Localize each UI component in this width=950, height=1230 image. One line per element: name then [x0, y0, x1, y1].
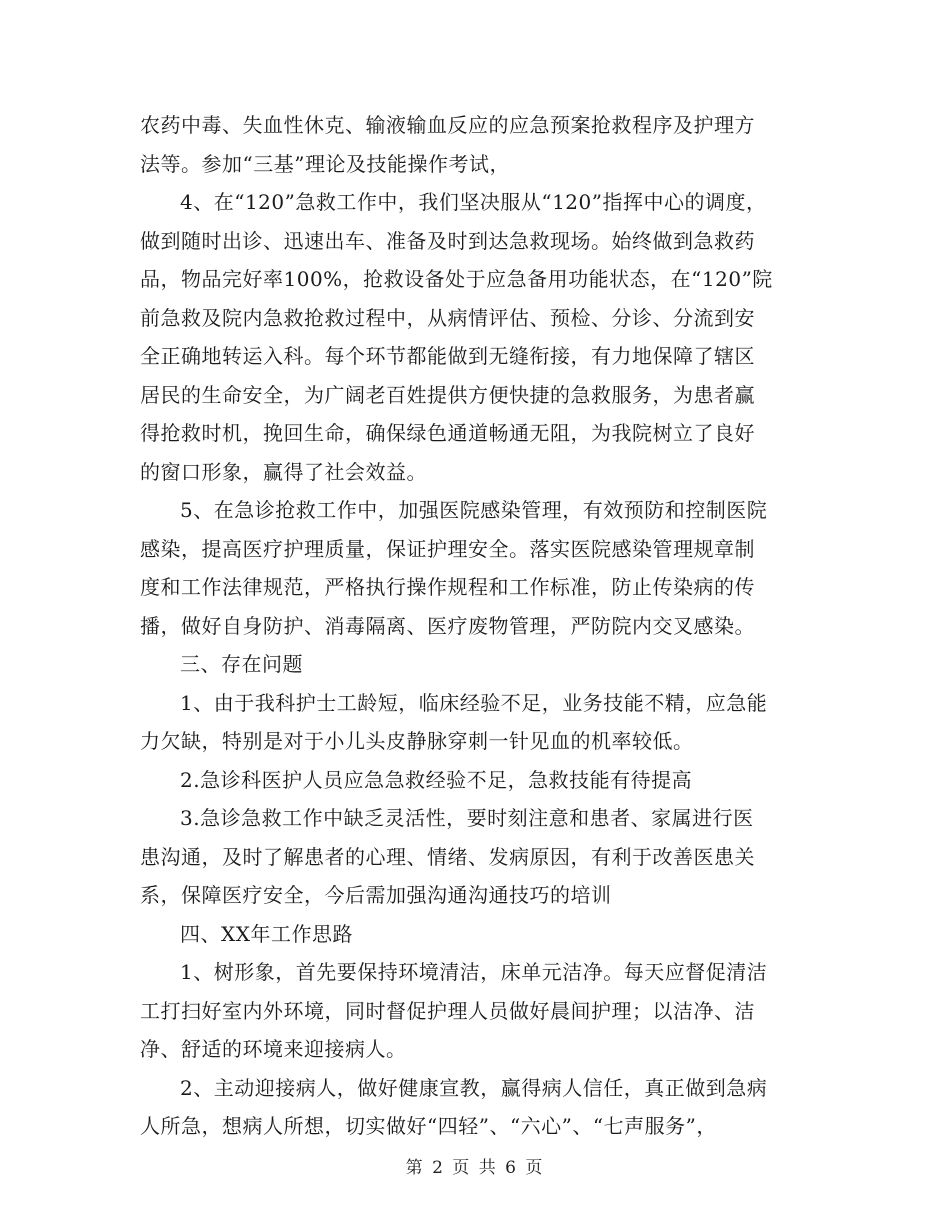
text-line: 度和工作法律规范，严格执行操作规程和工作标准，防止传染病的传	[140, 575, 755, 599]
body-text	[140, 106, 830, 1146]
text-line: 工打扫好室内外环境，同时督促护理人员做好晨间护理；以洁净、洁	[140, 998, 755, 1023]
text-line: 人所急，想病人所想，切实做好“四轻”、“六心”、“七声服务”，	[140, 1114, 717, 1138]
text-line: 感染，提高医疗护理质量，保证护理安全。落实医院感染管理规章制	[140, 536, 755, 561]
section-heading: 四、XX年工作思路	[180, 921, 353, 946]
page-number-footer: 第 2 页 共 6 页	[405, 1158, 545, 1178]
text-line: 4、在“120”急救工作中，我们坚决服从“120”指挥中心的调度，	[180, 190, 767, 214]
text-line: 做到随时出诊、迅速出车、准备及时到达急救现场。始终做到急救药	[140, 228, 755, 253]
text-line: 前急救及院内急救抢救过程中，从病情评估、预检、分诊、分流到安	[140, 305, 755, 330]
text-line: 5、在急诊抢救工作中，加强医院感染管理，有效预防和控制医院	[180, 498, 768, 522]
section-heading: 三、存在问题	[180, 652, 303, 676]
text-line: 农药中毒、失血性休克、输液输血反应的应急预案抢救程序及护理方	[140, 113, 755, 137]
text-line: 1、由于我科护士工龄短，临床经验不足，业务技能不精，应急能	[180, 690, 768, 715]
text-line: 居民的生命安全，为广阔老百姓提供方便快捷的急救服务，为患者赢	[140, 382, 755, 407]
text-line: 得抢救时机，挽回生命，确保绿色通道畅通无阻，为我院树立了良好	[140, 421, 755, 445]
text-line: 系，保障医疗安全，今后需加强沟通沟通技巧的培训	[140, 883, 612, 907]
text-line: 的窗口形象，赢得了社会效益。	[140, 459, 427, 484]
text-line: 3.急诊急救工作中缺乏灵活性，要时刻注意和患者、家属进行医	[180, 806, 754, 830]
text-line: 播，做好自身防护、消毒隔离、医疗废物管理，严防院内交叉感染。	[140, 613, 755, 638]
text-line: 净、舒适的环境来迎接病人。	[140, 1037, 407, 1061]
text-line: 2、主动迎接病人，做好健康宣教，赢得病人信任，真正做到急病	[180, 1075, 768, 1100]
text-line: 2.急诊科医护人员应急急救经验不足，急救技能有待提高	[180, 767, 693, 792]
text-line: 全正确地转运入科。每个环节都能做到无缝衔接，有力地保障了辖区	[140, 344, 755, 368]
text-line: 患沟通，及时了解患者的心理、情绪、发病原因，有利于改善医患关	[140, 844, 755, 869]
text-line: 法等。参加“三基”理论及技能操作考试，	[140, 151, 510, 176]
text-line: 力欠缺，特别是对于小儿头皮静脉穿刺一针见血的机率较低。	[140, 729, 694, 753]
text-line: 品，物品完好率100%，抢救设备处于应急备用功能状态，在“120”院	[140, 267, 773, 291]
text-line: 1、树形象，首先要保持环境清洁，床单元洁净。每天应督促清洁	[180, 960, 768, 984]
